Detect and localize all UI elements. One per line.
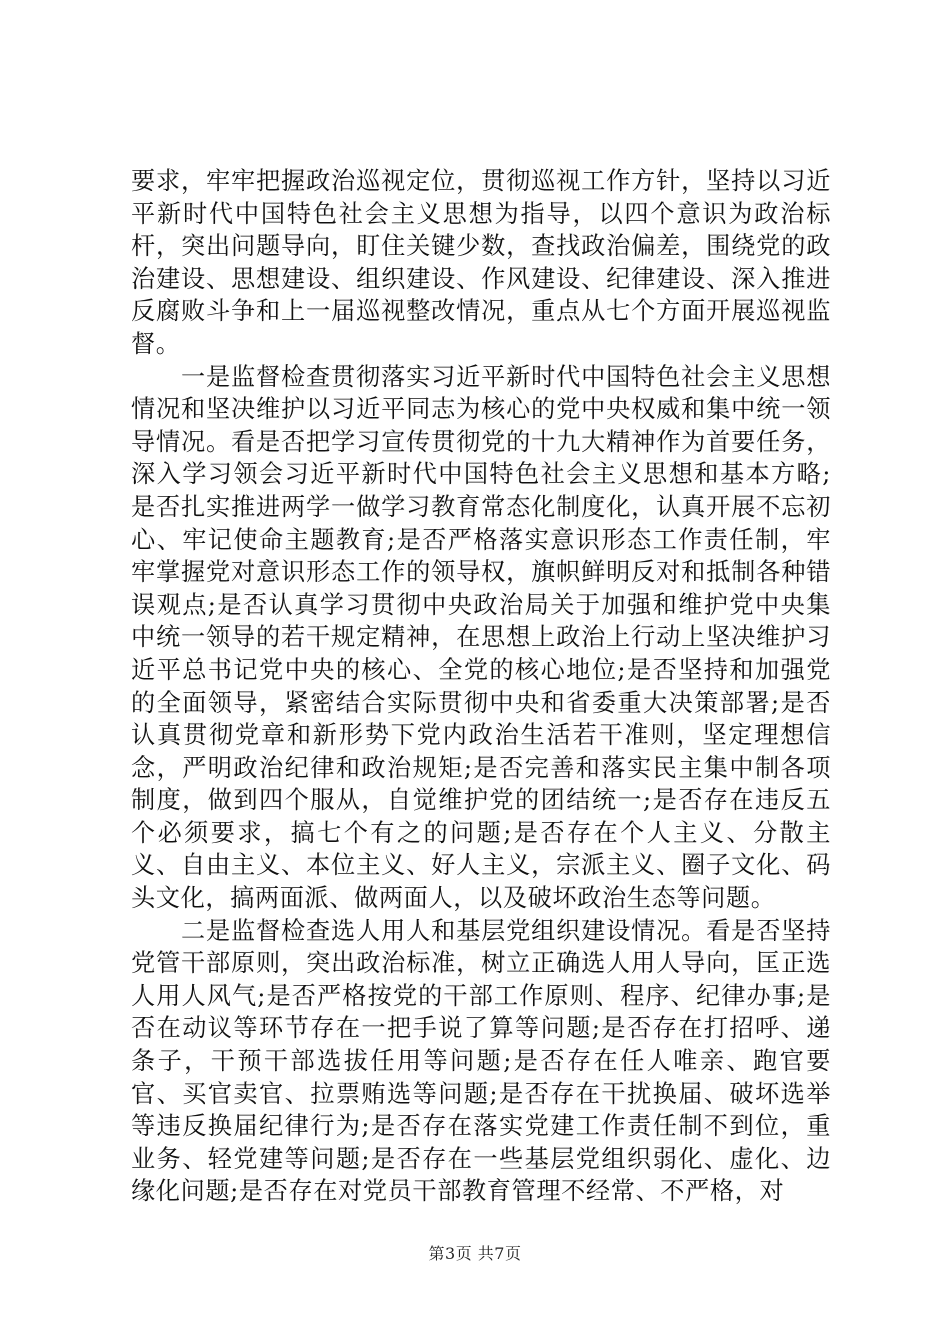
page-footer (0, 1244, 950, 1264)
page-number-label: 第3页 共7页 (428, 1244, 522, 1263)
paragraph-intro: 要求，牢牢把握政治巡视定位，贯彻巡视工作方针，坚持以习近平新时代中国特色社会主义思想为指导，以四个意识为政治标杆，突出问题导向，盯住关键少数，查找政治偏差，围绕党的政治建设、思想建设、组织建设、作风建设、纪律建设、深入推进反腐败斗争和上一届巡视整改情况，重点从七个方面开展巡视监督。 (131, 167, 831, 358)
paragraph-point-two: 二是监督检查选人用人和基层党组织建设情况。看是否坚持党管干部原则，突出政治标准，树立正确选人用人导向，匡正选人用人风气;是否严格按党的干部工作原则、程序、纪律办事;是否在动议等环节存在一把手说了算等问题;是否存在打招呼、递条子，干预干部选拔任用等问题;是否存在任人唯亲、跑官要官、买官卖官、拉票贿选等问题;是否存在干扰换届、破坏选举等违反换届纪律行为;是否存在落实党建工作责任制不到位，重业务、轻党建等问题;是否存在一些基层党组织弱化、虚化、边缘化问题;是否存在对党员干部教育管理不经常、不严格，对 (131, 916, 831, 1206)
document-body (131, 165, 831, 1208)
paragraph-point-one: 一是监督检查贯彻落实习近平新时代中国特色社会主义思想情况和坚决维护以习近平同志为核心的党中央权威和集中统一领导情况。看是否把学习宣传贯彻党的十九大精神作为首要任务，深入学习领会习近平新时代中国特色社会主义思想和基本方略;是否扎实推进两学一做学习教育常态化制度化，认真开展不忘初心、牢记使命主题教育;是否严格落实意识形态工作责任制，牢牢掌握党对意识形态工作的领导权，旗帜鲜明反对和抵制各种错误观点;是否认真学习贯彻中央政治局关于加强和维护党中央集中统一领导的若干规定精神，在思想上政治上行动上坚决维护习近平总书记党中央的核心、全党的核心地位;是否坚持和加强党的全面领导，紧密结合实际贯彻中央和省委重大决策部署;是否认真贯彻党章和新形势下党内政治生活若干准则，坚定理想信念，严明政治纪律和政治规矩;是否完善和落实民主集中制各项制度，做到四个服从，自觉维护党的团结统一;是否存在违反五个必须要求，搞七个有之的问题;是否存在个人主义、分散主义、自由主义、本位主义、好人主义，宗派主义、圈子文化、码头文化，搞两面派、做两面人，以及破坏政治生态等问题。 (131, 362, 831, 913)
